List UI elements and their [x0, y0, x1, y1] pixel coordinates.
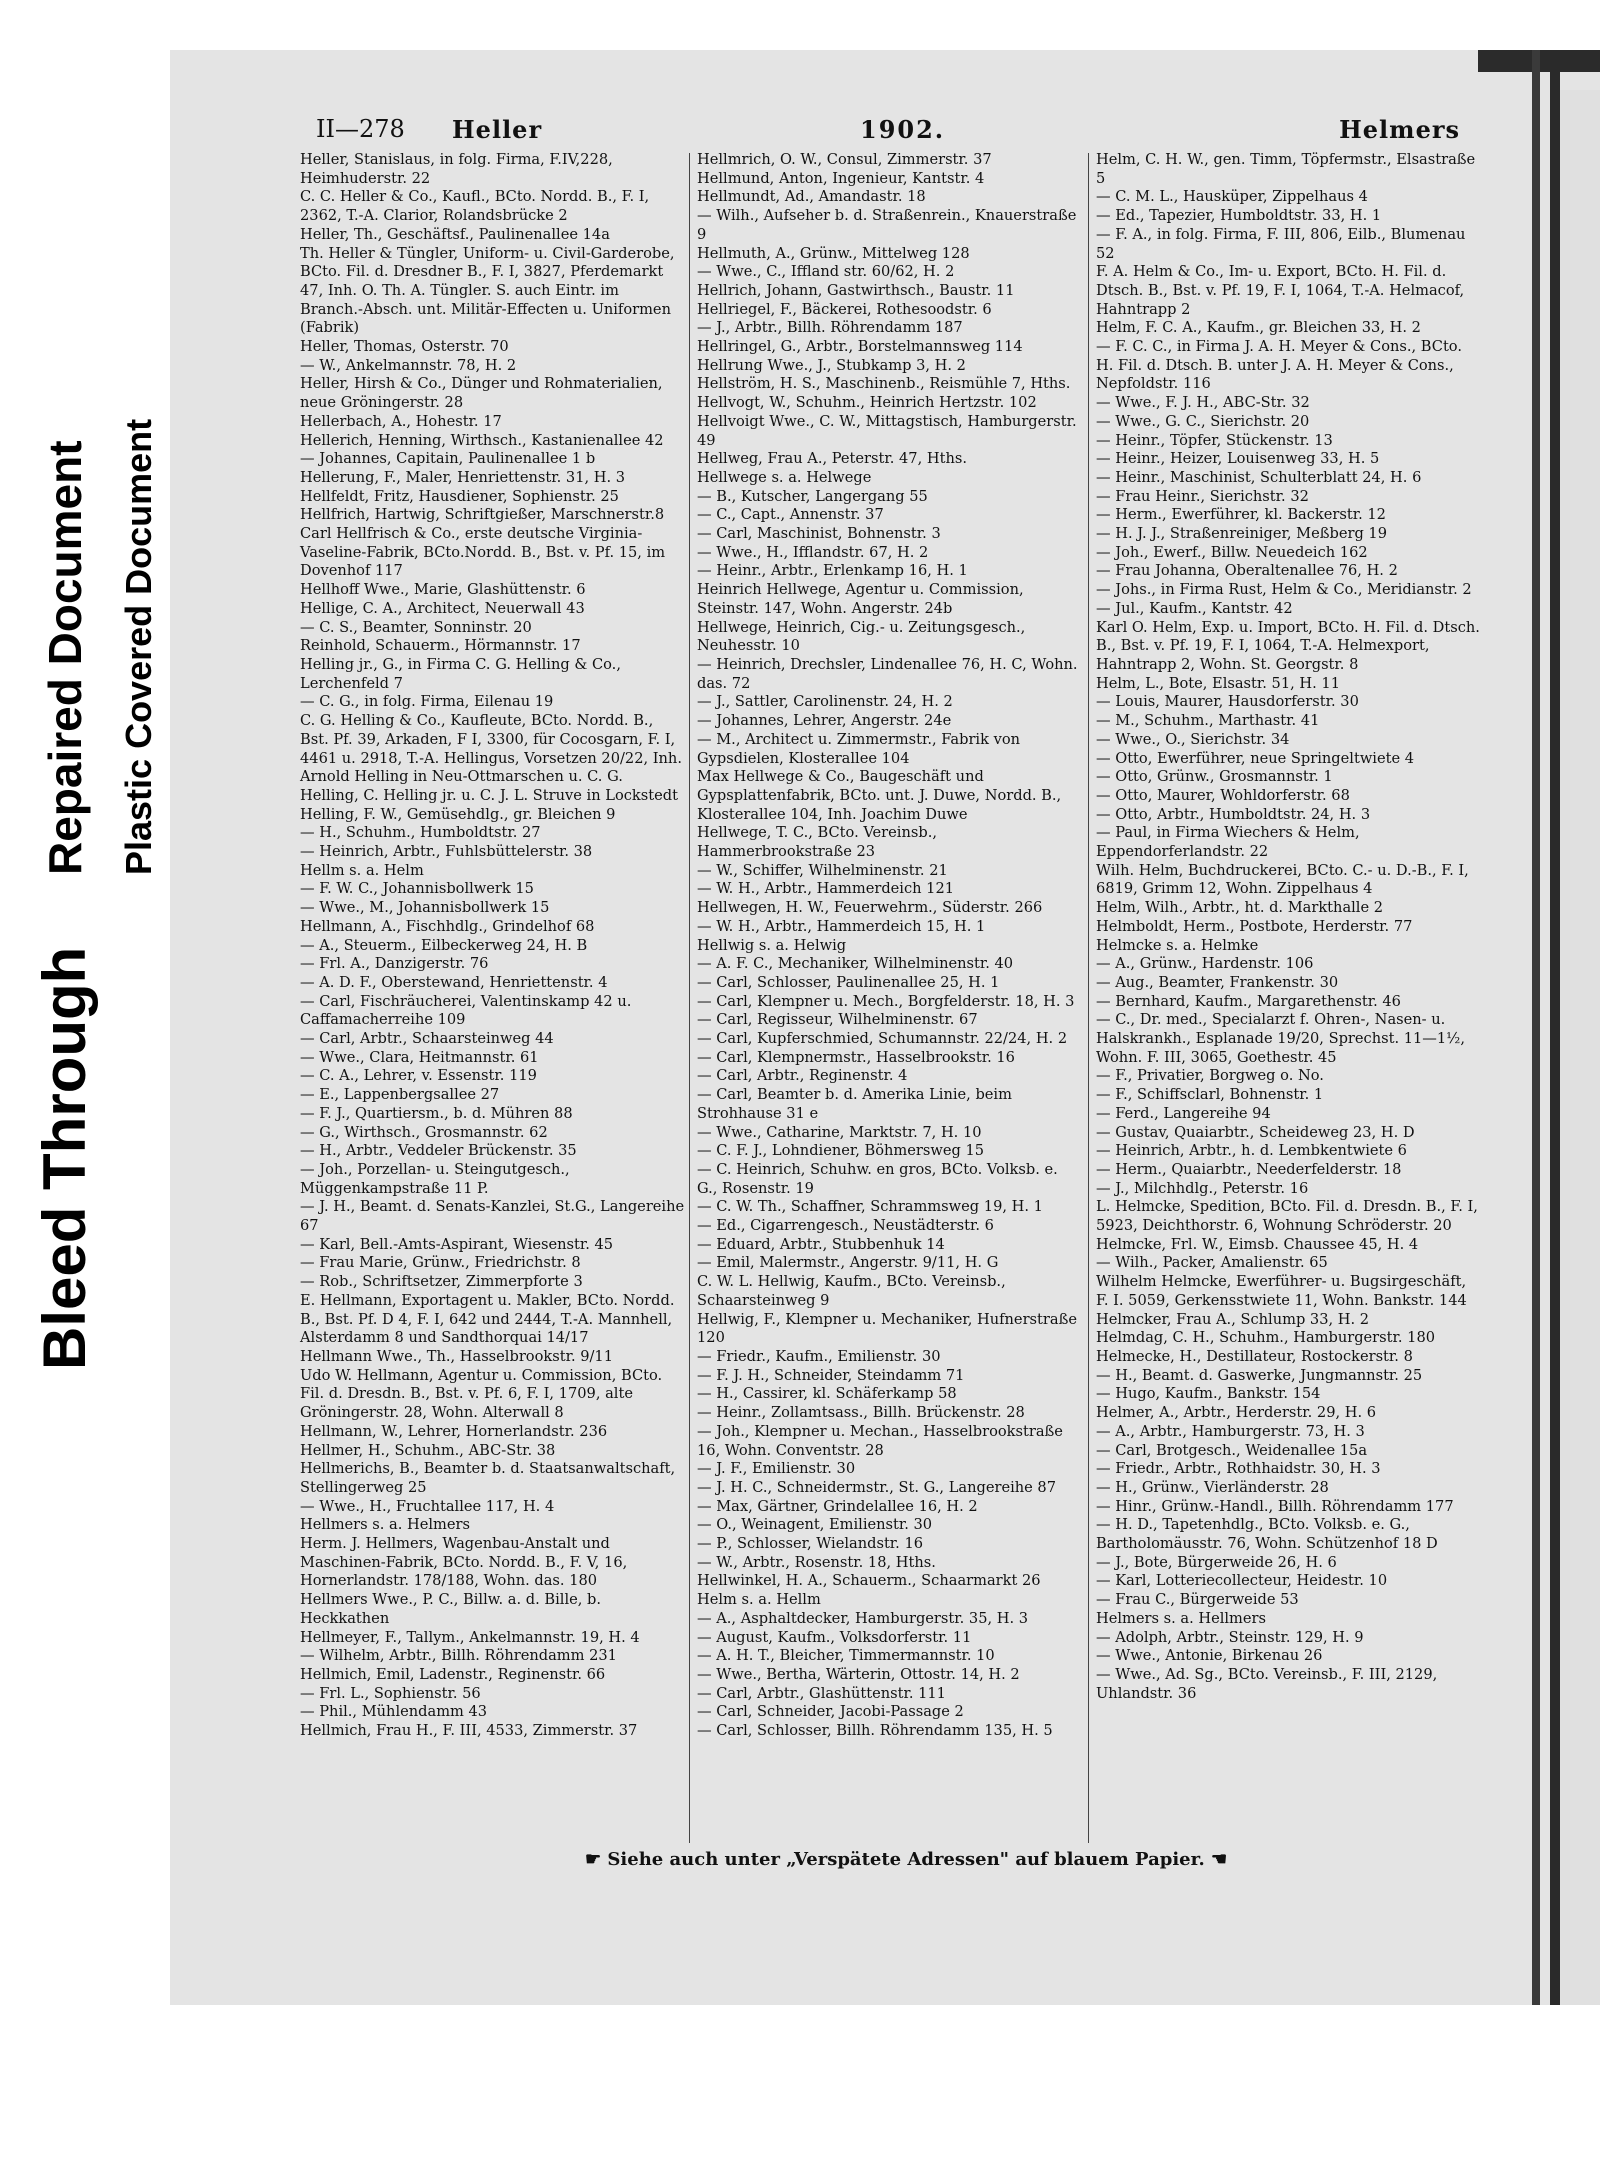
directory-entry: — B., Kutscher, Langergang 55 — [697, 487, 928, 505]
directory-entry: — A., Asphaltdecker, Hamburgerstr. 35, H. 3 — [697, 1609, 1029, 1627]
directory-entry: E. Hellmann, Exportagent u. Makler, BCto. Nordd. B., Bst. Pf. D 4, F. I, 642 und 2444, T.-A. Mannhell, Alsterdamm 8 und Sandthorquai 14/17 — [300, 1291, 675, 1347]
directory-entry: — Wwe., G. C., Sierichstr. 20 — [1096, 412, 1310, 430]
directory-entry: — Frl. L., Sophienstr. 56 — [300, 1684, 481, 1702]
directory-entry: Hellvoigt Wwe., C. W., Mittagstisch, Hamburgerstr. 49 — [697, 412, 1077, 449]
plastic-covered-label: Plastic Covered Document — [118, 418, 159, 875]
directory-entry: — H. J. J., Straßenreiniger, Meßberg 19 — [1096, 525, 1387, 543]
directory-entry: — Heinr., Maschinist, Schulterblatt 24, H. 6 — [1096, 468, 1422, 486]
directory-entry: Helm, C. H. W., gen. Timm, Töpfermstr., Elsastraße 5 — [1096, 151, 1476, 187]
directory-entry: — Hugo, Kaufm., Bankstr. 154 — [1096, 1385, 1321, 1403]
directory-entry: Helmcker, Frau A., Schlump 33, H. 2 — [1096, 1310, 1370, 1328]
directory-entry: — A. H. T., Bleicher, Timmermannstr. 10 — [697, 1647, 995, 1665]
directory-entry: Hellmund, Anton, Ingenieur, Kantstr. 4 — [697, 169, 985, 187]
directory-entry: Helmecke, H., Destillateur, Rostockerstr. 8 — [1096, 1348, 1413, 1365]
facing-page-strip — [1560, 90, 1600, 2005]
page-edge — [1532, 50, 1540, 2005]
directory-entry: — Aug., Beamter, Frankenstr. 30 — [1096, 973, 1339, 991]
directory-entry: — Heinrich, Drechsler, Lindenallee 76, H. C, Wohn. das. 72 — [697, 655, 1078, 692]
directory-entry: Heller, Stanislaus, in folg. Firma, F.IV,228, Heimhuderstr. 22 — [300, 151, 613, 187]
directory-entry: Hellmann Wwe., Th., Hasselbrookstr. 9/11 — [300, 1348, 613, 1365]
directory-entry: Hellwig s. a. Helwig — [697, 936, 847, 954]
directory-entry: — Otto, Grünw., Grosmannstr. 1 — [1096, 768, 1333, 786]
directory-entry: — Karl, Bell.-Amts-Aspirant, Wiesenstr. 45 — [300, 1235, 614, 1253]
directory-entry: Helmers s. a. Hellmers — [1096, 1609, 1266, 1627]
directory-entry: Wilhelm Helmcke, Ewerführer- u. Bugsirgeschäft, F. I. 5059, Gerkensstwiete 11, Wohn. Bankstr. 144 — [1096, 1273, 1467, 1309]
directory-entry: — Wwe., O., Sierichstr. 34 — [1096, 730, 1290, 748]
directory-entry: — C., Capt., Annenstr. 37 — [697, 506, 884, 524]
directory-entry: Hellwegen, H. W., Feuerwehrm., Süderstr. 266 — [697, 899, 1043, 917]
directory-entry: — Jul., Kaufm., Kantstr. 42 — [1096, 599, 1293, 617]
directory-entry: — H., Beamt. d. Gaswerke, Jungmannstr. 25 — [1096, 1366, 1423, 1384]
directory-entry: Heinrich Hellwege, Agentur u. Commission, Steinstr. 147, Wohn. Angerstr. 24b — [697, 581, 1024, 617]
directory-entry: C. W. L. Hellwig, Kaufm., BCto. Vereinsb., Schaarsteinweg 9 — [697, 1273, 1006, 1309]
directory-entry: Helling, F. W., Gemüsehdlg., gr. Bleichen 9 — [300, 805, 616, 823]
directory-entry: — C. W. Th., Schaffner, Schrammsweg 19, H. 1 — [697, 1198, 1043, 1216]
directory-entry: Hellriegel, F., Bäckerei, Rothesoodstr. 6 — [697, 300, 992, 318]
directory-entry: Hellmuth, A., Grünw., Mittelweg 128 — [697, 244, 970, 262]
directory-entry: — Ed., Tapezier, Humboldtstr. 33, H. 1 — [1096, 207, 1382, 225]
directory-entry: — Karl, Lotteriecollecteur, Heidestr. 10 — [1096, 1572, 1388, 1590]
directory-entry: Helm s. a. Hellm — [697, 1591, 821, 1609]
column-3 — [1096, 151, 1481, 1703]
header-year: 1902. — [860, 115, 946, 144]
footer-note: ☛ Siehe auch unter „Verspätete Adressen" auf blauem Papier. ☚ — [585, 1849, 1228, 1870]
directory-entry: — J., Bote, Bürgerweide 26, H. 6 — [1096, 1553, 1337, 1571]
directory-entry: — Carl, Schneider, Jacobi-Passage 2 — [697, 1703, 964, 1721]
directory-entry: — Frau Heinr., Sierichstr. 32 — [1096, 487, 1309, 505]
directory-entry: Hellfeldt, Fritz, Hausdiener, Sophienstr. 25 — [300, 487, 619, 505]
directory-entry: Helmdag, C. H., Schuhm., Hamburgerstr. 180 — [1096, 1329, 1436, 1347]
header-first-name: Heller — [452, 115, 543, 144]
directory-entry: Helmer, A., Arbtr., Herderstr. 29, H. 6 — [1096, 1404, 1377, 1422]
directory-entry: Hellmich, Frau H., F. III, 4533, Zimmerstr. 37 — [300, 1722, 638, 1740]
directory-entry: Hellmer, H., Schuhm., ABC-Str. 38 — [300, 1441, 556, 1459]
directory-entry: — Friedr., Kaufm., Emilienstr. 30 — [697, 1348, 941, 1365]
directory-entry: — O., Weinagent, Emilienstr. 30 — [697, 1516, 933, 1534]
directory-entry: — Frau C., Bürgerweide 53 — [1096, 1591, 1299, 1609]
directory-entry: Helm, F. C. A., Kaufm., gr. Bleichen 33, H. 2 — [1096, 319, 1421, 337]
directory-entry: — Wilhelm, Arbtr., Billh. Röhrendamm 231 — [300, 1647, 617, 1665]
directory-entry: Hellerich, Henning, Wirthsch., Kastanienallee 42 — [300, 431, 664, 449]
directory-entry: — F. A., in folg. Firma, F. III, 806, Eilb., Blumenau 52 — [1096, 225, 1466, 262]
directory-entry: — Joh., Porzellan- u. Steingutgesch., Müggenkampstraße 11 P. — [300, 1160, 570, 1197]
directory-entry: — August, Kaufm., Volksdorferstr. 11 — [697, 1628, 972, 1646]
directory-entry: Reinhold, Schauerm., Hörmannstr. 17 — [300, 637, 581, 655]
directory-entry: — Otto, Maurer, Wohldorferstr. 68 — [1096, 786, 1350, 804]
directory-entry: — Hinr., Grünw.-Handl., Billh. Röhrendamm 177 — [1096, 1497, 1454, 1515]
directory-entry: Hellmich, Emil, Ladenstr., Reginenstr. 66 — [300, 1665, 606, 1683]
directory-entry: Heller, Hirsh & Co., Dünger und Rohmaterialien, neue Gröningerstr. 28 — [300, 375, 663, 412]
directory-entry: — C. M. L., Hausküper, Zippelhaus 4 — [1096, 188, 1368, 206]
directory-entry: — Carl, Beamter b. d. Amerika Linie, beim Strohhause 31 e — [697, 1086, 1012, 1122]
directory-entry: — Frau Marie, Grünw., Friedrichstr. 8 — [300, 1254, 581, 1272]
directory-entry: Hellhoff Wwe., Marie, Glashüttenstr. 6 — [300, 581, 586, 599]
directory-entry: — F. C. C., in Firma J. A. H. Meyer & Cons., BCto. H. Fil. d. Dtsch. B. unter J. A. H. Meyer & Cons., Nepfoldstr. 116 — [1096, 338, 1462, 393]
directory-entry: — H., Arbtr., Veddeler Brückenstr. 35 — [300, 1142, 577, 1160]
directory-entry: — Wwe., Catharine, Marktstr. 7, H. 10 — [697, 1123, 982, 1141]
directory-entry: — Wwe., H., Ifflandstr. 67, H. 2 — [697, 543, 929, 561]
directory-entry: — Wwe., F. J. H., ABC-Str. 32 — [1096, 394, 1310, 412]
directory-entry: — Carl, Arbtr., Schaarsteinweg 44 — [300, 1030, 554, 1048]
directory-entry: — M., Schuhm., Marthastr. 41 — [1096, 712, 1320, 730]
side-labels — [0, 50, 175, 1370]
directory-entry: Hellrich, Johann, Gastwirthsch., Baustr. 11 — [697, 281, 1015, 299]
directory-entry: Hellmerichs, B., Beamter b. d. Staatsanwaltschaft, Stellingerweg 25 — [300, 1460, 676, 1496]
directory-entry: — W. H., Arbtr., Hammerdeich 121 — [697, 880, 955, 898]
directory-entry: — Herm., Quaiarbtr., Neederfelderstr. 18 — [1096, 1160, 1402, 1178]
directory-entry: — A., Grünw., Hardenstr. 106 — [1096, 955, 1314, 973]
directory-entry: — Friedr., Arbtr., Rothhaidstr. 30, H. 3 — [1096, 1460, 1381, 1478]
directory-entry: — C., Dr. med., Specialarzt f. Ohren-, Nasen- u. Halskrankh., Esplanade 19/20, Sprechst. 11—1½, Wohn. F. III, 3065, Goethestr. 45 — [1096, 1011, 1465, 1066]
directory-entry: — J., Milchhdlg., Peterstr. 16 — [1096, 1179, 1309, 1197]
directory-entry: Hellwig, F., Klempner u. Mechaniker, Hufnerstraße 120 — [697, 1310, 1077, 1347]
page-number: II—278 — [316, 115, 405, 143]
directory-entry: Hellm s. a. Helm — [300, 861, 424, 879]
directory-entry: — H., Grünw., Vierländerstr. 28 — [1096, 1478, 1329, 1496]
directory-entry: Hellwege s. a. Helwege — [697, 468, 872, 486]
directory-entry: — Wwe., Clara, Heitmannstr. 61 — [300, 1048, 539, 1066]
directory-entry: Heller, Th., Geschäftsf., Paulinenallee 14a — [300, 225, 610, 243]
directory-entry: — Adolph, Arbtr., Steinstr. 129, H. 9 — [1096, 1628, 1364, 1646]
directory-entry: — W., Arbtr., Rosenstr. 18, Hths. — [697, 1553, 936, 1571]
directory-entry: — Carl, Arbtr., Glashüttenstr. 111 — [697, 1684, 946, 1702]
directory-entry: — F. J. H., Schneider, Steindamm 71 — [697, 1366, 965, 1384]
directory-entry: Karl O. Helm, Exp. u. Import, BCto. H. Fil. d. Dtsch. B., Bst. v. Pf. 19, F. I, 1064, T.-A. Helmexport, Hahntrapp 2, Wohn. St. Georgstr. 8 — [1096, 618, 1480, 673]
directory-entry: — J. H. C., Schneidermstr., St. G., Langereihe 87 — [697, 1478, 1056, 1496]
binding-edge — [1550, 50, 1560, 2005]
directory-entry: — Carl, Fischräucherei, Valentinskamp 42 u. Caffamacherreihe 109 — [300, 992, 632, 1029]
directory-entry: Helmcke s. a. Helmke — [1096, 936, 1259, 954]
directory-entry: — Wwe., Bertha, Wärterin, Ottostr. 14, H. 2 — [697, 1665, 1020, 1683]
directory-entry: — Emil, Malermstr., Angerstr. 9/11, H. G — [697, 1254, 999, 1272]
directory-entry: Helm, Wilh., Arbtr., ht. d. Markthalle 2 — [1096, 899, 1384, 917]
directory-entry: — C. F. J., Lohndiener, Böhmersweg 15 — [697, 1142, 985, 1160]
directory-entry: Hellfrich, Hartwig, Schriftgießer, Marschnerstr.8 — [300, 506, 665, 524]
directory-entry: Helm, L., Bote, Elsastr. 51, H. 11 — [1096, 674, 1340, 692]
directory-entry: — Carl, Regisseur, Wilhelminenstr. 67 — [697, 1011, 978, 1029]
directory-entry: — F. J., Quartiersm., b. d. Mühren 88 — [300, 1104, 573, 1122]
directory-entry: — Joh., Klempner u. Mechan., Hasselbrookstraße 16, Wohn. Conventstr. 28 — [697, 1422, 1063, 1459]
directory-entry: Hellerbach, A., Hohestr. 17 — [300, 412, 502, 430]
directory-entry: — Carl, Kupferschmied, Schumannstr. 22/24, H. 2 — [697, 1030, 1068, 1048]
directory-entry: — Joh., Ewerf., Billw. Neuedeich 162 — [1096, 543, 1368, 561]
directory-entry: Hellmrich, O. W., Consul, Zimmerstr. 37 — [697, 151, 992, 168]
directory-entry: — Heinrich, Arbtr., h. d. Lembkentwiete 6 — [1096, 1142, 1407, 1160]
directory-entry: Hellwege, T. C., BCto. Vereinsb., Hammerbrookstraße 23 — [697, 824, 937, 861]
directory-entry: Hellringel, G., Arbtr., Borstelmannsweg 114 — [697, 338, 1023, 356]
directory-entry: — C. S., Beamter, Sonninstr. 20 — [300, 618, 532, 636]
directory-entry: — Frl. A., Danzigerstr. 76 — [300, 955, 489, 973]
directory-entry: — Johannes, Capitain, Paulinenallee 1 b — [300, 450, 596, 468]
directory-entry: — Otto, Arbtr., Humboldtstr. 24, H. 3 — [1096, 805, 1371, 823]
header-last-name: Helmers — [1339, 115, 1460, 144]
directory-entry: — Carl, Klempnermstr., Hasselbrookstr. 16 — [697, 1048, 1015, 1066]
directory-entry: Hellmers Wwe., P. C., Billw. a. d. Bille, b. Heckkathen — [300, 1591, 602, 1627]
directory-entry: Hellige, C. A., Architect, Neuerwall 43 — [300, 599, 585, 617]
column-2 — [697, 151, 1082, 1741]
directory-entry: Hellmundt, Ad., Amandastr. 18 — [697, 188, 926, 206]
directory-entry: — Gustav, Quaiarbtr., Scheideweg 23, H. D — [1096, 1123, 1415, 1141]
directory-entry: — Heinr., Heizer, Louisenweg 33, H. 5 — [1096, 450, 1380, 468]
directory-entry: Hellmann, A., Fischhdlg., Grindelhof 68 — [300, 917, 595, 935]
directory-entry: Carl Hellfrisch & Co., erste deutsche Virginia-Vaseline-Fabrik, BCto.Nordd. B., Bst. v. Pf. 15, im Dovenhof 117 — [300, 525, 666, 580]
directory-entry: — Ferd., Langereihe 94 — [1096, 1104, 1271, 1122]
directory-entry: Hellwege, Heinrich, Cig.- u. Zeitungsgesch., Neuhesstr. 10 — [697, 618, 1026, 655]
directory-entry: — C. A., Lehrer, v. Essenstr. 119 — [300, 1067, 537, 1085]
directory-entry: — Heinr., Arbtr., Erlenkamp 16, H. 1 — [697, 562, 968, 580]
directory-entry: — M., Architect u. Zimmermstr., Fabrik von Gypsdielen, Klosterallee 104 — [697, 730, 1021, 767]
directory-entry: C. C. Heller & Co., Kaufl., BCto. Nordd. B., F. I, 2362, T.-A. Clarior, Rolandsbrücke 2 — [300, 188, 650, 225]
directory-entry: — E., Lappenbergsallee 27 — [300, 1086, 500, 1104]
directory-entry: — Herm., Ewerführer, kl. Backerstr. 12 — [1096, 506, 1386, 524]
directory-entry: — Heinr., Töpfer, Stückenstr. 13 — [1096, 431, 1333, 449]
directory-entry: — C. G., in folg. Firma, Eilenau 19 — [300, 693, 554, 711]
directory-entry: — Wilh., Aufseher b. d. Straßenrein., Knauerstraße 9 — [697, 207, 1077, 243]
directory-entry: — Carl, Brotgesch., Weidenallee 15a — [1096, 1441, 1368, 1459]
column-1 — [300, 151, 685, 1741]
directory-entry: — Frau Johanna, Oberaltenallee 76, H. 2 — [1096, 562, 1398, 580]
directory-entry: — C. Heinrich, Schuhw. en gros, BCto. Volksb. e. G., Rosenstr. 19 — [697, 1160, 1058, 1197]
directory-entry: — J., Arbtr., Billh. Röhrendamm 187 — [697, 319, 963, 337]
directory-entry: — H. D., Tapetenhdlg., BCto. Volksb. e. G., Bartholomäusstr. 76, Wohn. Schützenhof 18 D — [1096, 1516, 1438, 1553]
directory-entry: Hellweg, Frau A., Peterstr. 47, Hths. — [697, 450, 967, 468]
directory-entry: — Wwe., C., Iffland str. 60/62, H. 2 — [697, 263, 955, 281]
directory-entry: Th. Heller & Tüngler, Uniform- u. Civil-Garderobe, BCto. Fil. d. Dresdner B., F. I, 3827, Pferdemarkt 47, Inh. O. Th. A. Tüngler. S. auch Eintr. im Branch.-Absch. unt. Militär-Effecten u. Uniformen (Fabrik) — [300, 244, 675, 337]
directory-entry: — Max, Gärtner, Grindelallee 16, H. 2 — [697, 1497, 978, 1515]
directory-entry: — J. H., Beamt. d. Senats-Kanzlei, St.G., Langereihe 67 — [300, 1198, 685, 1235]
bleed-through-label: Bleed Through — [31, 946, 98, 1370]
directory-entry: — W. H., Arbtr., Hammerdeich 15, H. 1 — [697, 917, 986, 935]
directory-entry: Hellmeyer, F., Tallym., Ankelmannstr. 19, H. 4 — [300, 1628, 640, 1646]
directory-entry: Helmcke, Frl. W., Eimsb. Chaussee 45, H. 4 — [1096, 1235, 1419, 1253]
directory-entry: — Phil., Mühlendamm 43 — [300, 1703, 488, 1721]
directory-entry: — Johs., in Firma Rust, Helm & Co., Meridianstr. 2 — [1096, 581, 1472, 599]
directory-entry: — A., Arbtr., Hamburgerstr. 73, H. 3 — [1096, 1422, 1365, 1440]
directory-entry: Hellmers s. a. Helmers — [300, 1516, 470, 1534]
directory-entry: Hellvogt, W., Schuhm., Heinrich Hertzstr. 102 — [697, 394, 1037, 412]
directory-entry: — J. F., Emilienstr. 30 — [697, 1460, 856, 1478]
directory-entry: Hellrung Wwe., J., Stubkamp 3, H. 2 — [697, 356, 966, 374]
directory-entry: — W., Schiffer, Wilhelminenstr. 21 — [697, 861, 948, 879]
directory-entry: — Bernhard, Kaufm., Margarethenstr. 46 — [1096, 992, 1401, 1010]
directory-entry: — Louis, Maurer, Hausdorferstr. 30 — [1096, 693, 1359, 711]
directory-entry: — Heinr., Zollamtsass., Billh. Brückenstr. 28 — [697, 1404, 1025, 1422]
directory-entry: Herm. J. Hellmers, Wagenbau-Anstalt und Maschinen-Fabrik, BCto. Nordd. B., F. V, 16, Hornerlandstr. 178/188, Wohn. das. 180 — [300, 1535, 628, 1590]
directory-page — [300, 115, 1500, 1905]
directory-entry: — Carl, Schlosser, Billh. Röhrendamm 135, H. 5 — [697, 1722, 1053, 1740]
directory-entry: — Heinrich, Arbtr., Fuhlsbüttelerstr. 38 — [300, 843, 593, 861]
directory-entry: Helling jr., G., in Firma C. G. Helling & Co., Lerchenfeld 7 — [300, 655, 621, 692]
directory-entry: — H., Cassirer, kl. Schäferkamp 58 — [697, 1385, 957, 1403]
directory-entry: Hellström, H. S., Maschinenb., Reismühle 7, Hths. — [697, 375, 1071, 393]
directory-entry: Max Hellwege & Co., Baugeschäft und Gypsplattenfabrik, BCto. unt. J. Duwe, Nordd. B., Klosterallee 104, Inh. Joachim Duwe — [697, 768, 1062, 823]
directory-entry: F. A. Helm & Co., Im- u. Export, BCto. H. Fil. d. Dtsch. B., Bst. v. Pf. 19, F. I, 1064, T.-A. Helmacof, Hahntrapp 2 — [1096, 263, 1465, 318]
directory-entry: — Rob., Schriftsetzer, Zimmerpforte 3 — [300, 1273, 583, 1291]
directory-entry: C. G. Helling & Co., Kaufleute, BCto. Nordd. B., Bst. Pf. 39, Arkaden, F I, 3300, für Cocosgarn, F. I, 4461 u. 2918, T.-A. Hellingus, Vorsetzen 20/22, Inh. Arnold Helling in Neu-Ottmarschen u. C. G. Helling, C. Helling jr. u. C. J. L. Struve in Lockstedt — [300, 712, 682, 804]
column-rule — [689, 153, 690, 1843]
directory-entry: — Johannes, Lehrer, Angerstr. 24e — [697, 712, 952, 730]
directory-entry: — A. F. C., Mechaniker, Wilhelminenstr. 40 — [697, 955, 1014, 973]
directory-entry: — H., Schuhm., Humboldtstr. 27 — [300, 824, 541, 842]
directory-entry: — Eduard, Arbtr., Stubbenhuk 14 — [697, 1235, 945, 1253]
directory-entry: Udo W. Hellmann, Agentur u. Commission, BCto. Fil. d. Dresdn. B., Bst. v. Pf. 6, F. I, 1709, alte Gröningerstr. 28, Wohn. Alterwall 8 — [300, 1366, 663, 1422]
directory-entry: — Wwe., M., Johannisbollwerk 15 — [300, 899, 550, 917]
directory-entry: — Ed., Cigarrengesch., Neustädterstr. 6 — [697, 1217, 994, 1235]
repaired-document-label: Repaired Document — [39, 440, 91, 875]
directory-entry: — Wilh., Packer, Amalienstr. 65 — [1096, 1254, 1328, 1272]
directory-entry: — A., Steuerm., Eilbeckerweg 24, H. B — [300, 936, 588, 954]
directory-entry: — J., Sattler, Carolinenstr. 24, H. 2 — [697, 693, 953, 711]
directory-entry: — Wwe., Ad. Sg., BCto. Vereinsb., F. III, 2129, Uhlandstr. 36 — [1096, 1665, 1438, 1702]
directory-entry: Heller, Thomas, Osterstr. 70 — [300, 338, 509, 356]
directory-entry: — F., Privatier, Borgweg o. No. — [1096, 1067, 1324, 1085]
directory-entry: — Carl, Klempner u. Mech., Borgfelderstr. 18, H. 3 — [697, 992, 1075, 1010]
directory-entry: Hellerung, F., Maler, Henriettenstr. 31, H. 3 — [300, 468, 626, 486]
directory-entry: Helmboldt, Herm., Postbote, Herderstr. 77 — [1096, 917, 1413, 935]
column-rule — [1088, 153, 1089, 1843]
directory-entry: — Carl, Schlosser, Paulinenallee 25, H. 1 — [697, 973, 1000, 991]
directory-entry: Wilh. Helm, Buchdruckerei, BCto. C.- u. D.-B., F. I, 6819, Grimm 12, Wohn. Zippelhaus 4 — [1096, 861, 1469, 898]
directory-entry: Hellmann, W., Lehrer, Hornerlandstr. 236 — [300, 1422, 608, 1440]
directory-entry: — A. D. F., Oberstewand, Henriettenstr. 4 — [300, 973, 608, 991]
directory-entry: — W., Ankelmannstr. 78, H. 2 — [300, 356, 517, 374]
directory-entry: L. Helmcke, Spedition, BCto. Fil. d. Dresdn. B., F. I, 5923, Deichthorstr. 6, Wohnung Schröderstr. 20 — [1096, 1198, 1478, 1235]
directory-entry: Hellwinkel, H. A., Schauerm., Schaarmarkt 26 — [697, 1572, 1041, 1590]
directory-entry: — Carl, Arbtr., Reginenstr. 4 — [697, 1067, 908, 1085]
directory-entry: — F. W. C., Johannisbollwerk 15 — [300, 880, 534, 898]
directory-entry: — G., Wirthsch., Grosmannstr. 62 — [300, 1123, 548, 1141]
directory-entry: — Wwe., H., Fruchtallee 117, H. 4 — [300, 1497, 555, 1515]
directory-entry: — Carl, Maschinist, Bohnenstr. 3 — [697, 525, 941, 543]
directory-entry: — P., Schlosser, Wielandstr. 16 — [697, 1535, 924, 1553]
directory-entry: — Otto, Ewerführer, neue Springeltwiete 4 — [1096, 749, 1415, 767]
page-header — [300, 115, 1500, 149]
directory-entry: — Paul, in Firma Wiechers & Helm, Eppendorferlandstr. 22 — [1096, 824, 1360, 861]
directory-entry: — Wwe., Antonie, Birkenau 26 — [1096, 1647, 1323, 1665]
directory-entry: — F., Schiffsclarl, Bohnenstr. 1 — [1096, 1086, 1324, 1104]
